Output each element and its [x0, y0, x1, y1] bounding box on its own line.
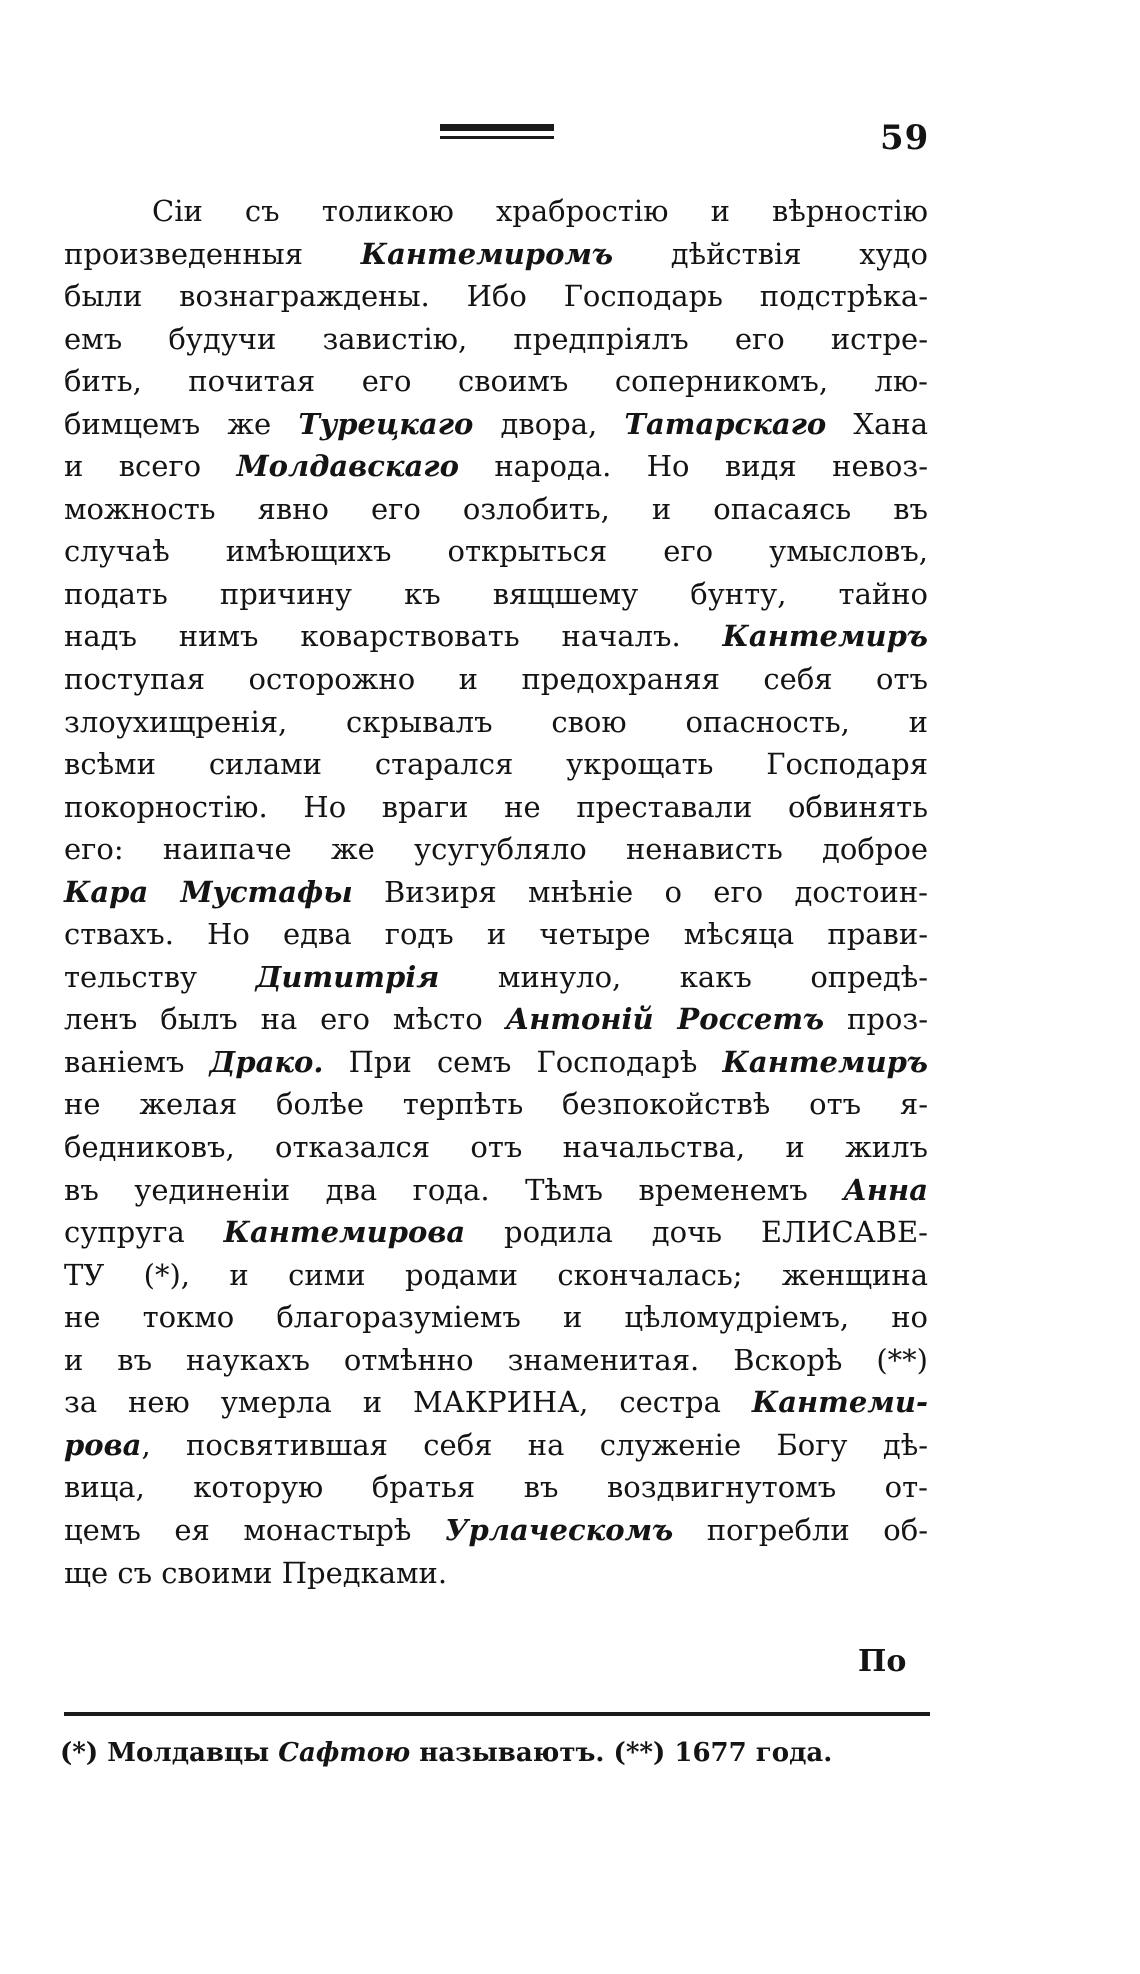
footnote-text-1a: Молдавцы: [107, 1738, 279, 1768]
italic-name: Татарскаго: [624, 406, 827, 441]
text-line: ще съ своими Предками.: [64, 1555, 448, 1590]
italic-name: Антоній Россетъ: [505, 1002, 825, 1037]
italic-name: рова: [64, 1427, 142, 1462]
text-line: можность явно его озлобить, и опасаясь въ: [64, 491, 928, 526]
header-rule-thick: [440, 124, 554, 131]
text-line: не токмо благоразуміемъ и цѣломудріемъ, но: [64, 1300, 928, 1335]
text-line: его: наипаче же усугубляло ненависть доброе: [64, 832, 928, 867]
italic-name: Турецкаго: [298, 406, 474, 441]
page-number: 59: [880, 118, 930, 158]
text-line: рова, посвятившая себя на служеніе Богу дѣ-: [64, 1427, 928, 1462]
text-line: въ уединеніи два года. Тѣмъ временемъ Анна: [64, 1172, 928, 1207]
italic-name: Кантемиромъ: [360, 236, 614, 271]
text-line: ствахъ. Но едва годъ и четыре мѣсяца прави-: [64, 917, 928, 952]
text-line: Кара Мустафы Визиря мнѣніе о его достоин-: [64, 874, 928, 909]
footnote-text-1b: называютъ.: [410, 1738, 605, 1768]
footnotes: [60, 1738, 832, 1768]
italic-name: Дититрія: [255, 959, 440, 994]
text-line: всѣми силами старался укрощать Господаря: [64, 747, 928, 782]
text-line: бимцемъ же Турецкаго двора, Татарскаго Хана: [64, 406, 928, 441]
text-line: подать причину къ вящшему бунту, тайно: [64, 576, 928, 611]
text-line: случаѣ имѣющихъ открыться его умысловъ,: [64, 534, 928, 569]
text-line: ленъ былъ на его мѣсто Антоній Россетъ проз-: [64, 1002, 929, 1037]
text-line: емъ будучи завистію, предпріялъ его истре-: [64, 321, 928, 356]
italic-name: Кара Мустафы: [64, 874, 353, 909]
text-line: ТУ (*), и сими родами скончалась; женщина: [64, 1257, 928, 1292]
text-line: не желая болѣе терпѣть безпокойствѣ отъ я-: [64, 1087, 928, 1122]
text-line: поступая осторожно и предохраняя себя отъ: [64, 662, 928, 697]
text-line: вица, которую братья въ воздвигнутомъ от-: [64, 1470, 928, 1505]
text-line: Сіи съ толикою храбростію и вѣрностію: [152, 194, 928, 228]
footnote-mark-1: (*): [60, 1738, 99, 1768]
text-line: были вознаграждены. Ибо Господарь подстрѣка-: [64, 279, 928, 314]
text-line: бить, почитая его своимъ соперникомъ, лю-: [64, 364, 928, 399]
italic-name: Анна: [843, 1172, 928, 1207]
text-line: цемъ ея монастырѣ Урлаческомъ погребли об-: [64, 1512, 928, 1547]
italic-name: Кантеми-: [751, 1385, 928, 1420]
text-line: произведенныя Кантемиромъ дѣйствія худо: [64, 236, 928, 271]
text-line: надъ нимъ коварствовать началъ. Кантемиръ: [64, 619, 928, 654]
text-line: супруга Кантемирова родила дочь ЕЛИСАВЕ-: [64, 1215, 928, 1250]
footnote-mark-2: (**): [613, 1738, 666, 1768]
catchword: По: [858, 1644, 907, 1679]
italic-name: Урлаческомъ: [444, 1512, 674, 1547]
text-line: ваніемъ Драко. При семъ Господарѣ Кантемиръ: [64, 1044, 929, 1079]
italic-name: Молдавскаго: [236, 449, 459, 484]
footnote-text-2: 1677 года.: [674, 1738, 833, 1768]
footnote-rule: [64, 1712, 930, 1716]
italic-name: Драко.: [209, 1044, 324, 1079]
body-text: [64, 190, 928, 1594]
italic-name: Кантемиръ: [722, 619, 928, 654]
text-line: злоухищренія, скрывалъ свою опасность, и: [64, 704, 928, 739]
header-rule-thin: [440, 136, 554, 139]
italic-name: Кантемиръ: [722, 1044, 929, 1079]
text-line: за нею умерла и МАКРИНА, сестра Кантеми-: [64, 1385, 928, 1420]
text-line: и всего Молдавскаго народа. Но видя невоз-: [64, 449, 929, 484]
text-line: покорностію. Но враги не преставали обвинять: [64, 789, 928, 824]
text-line: тельству Дититрія минуло, какъ опредѣ-: [64, 959, 928, 994]
italic-name: Кантемирова: [223, 1215, 466, 1250]
header-ornament-rule: [440, 124, 554, 142]
footnote-text-1-italic: Сафтою: [278, 1738, 411, 1768]
text-line: бедниковъ, отказался отъ начальства, и жилъ: [64, 1130, 928, 1165]
text-line: и въ наукахъ отмѣнно знаменитая. Вскорѣ (**): [64, 1342, 928, 1377]
